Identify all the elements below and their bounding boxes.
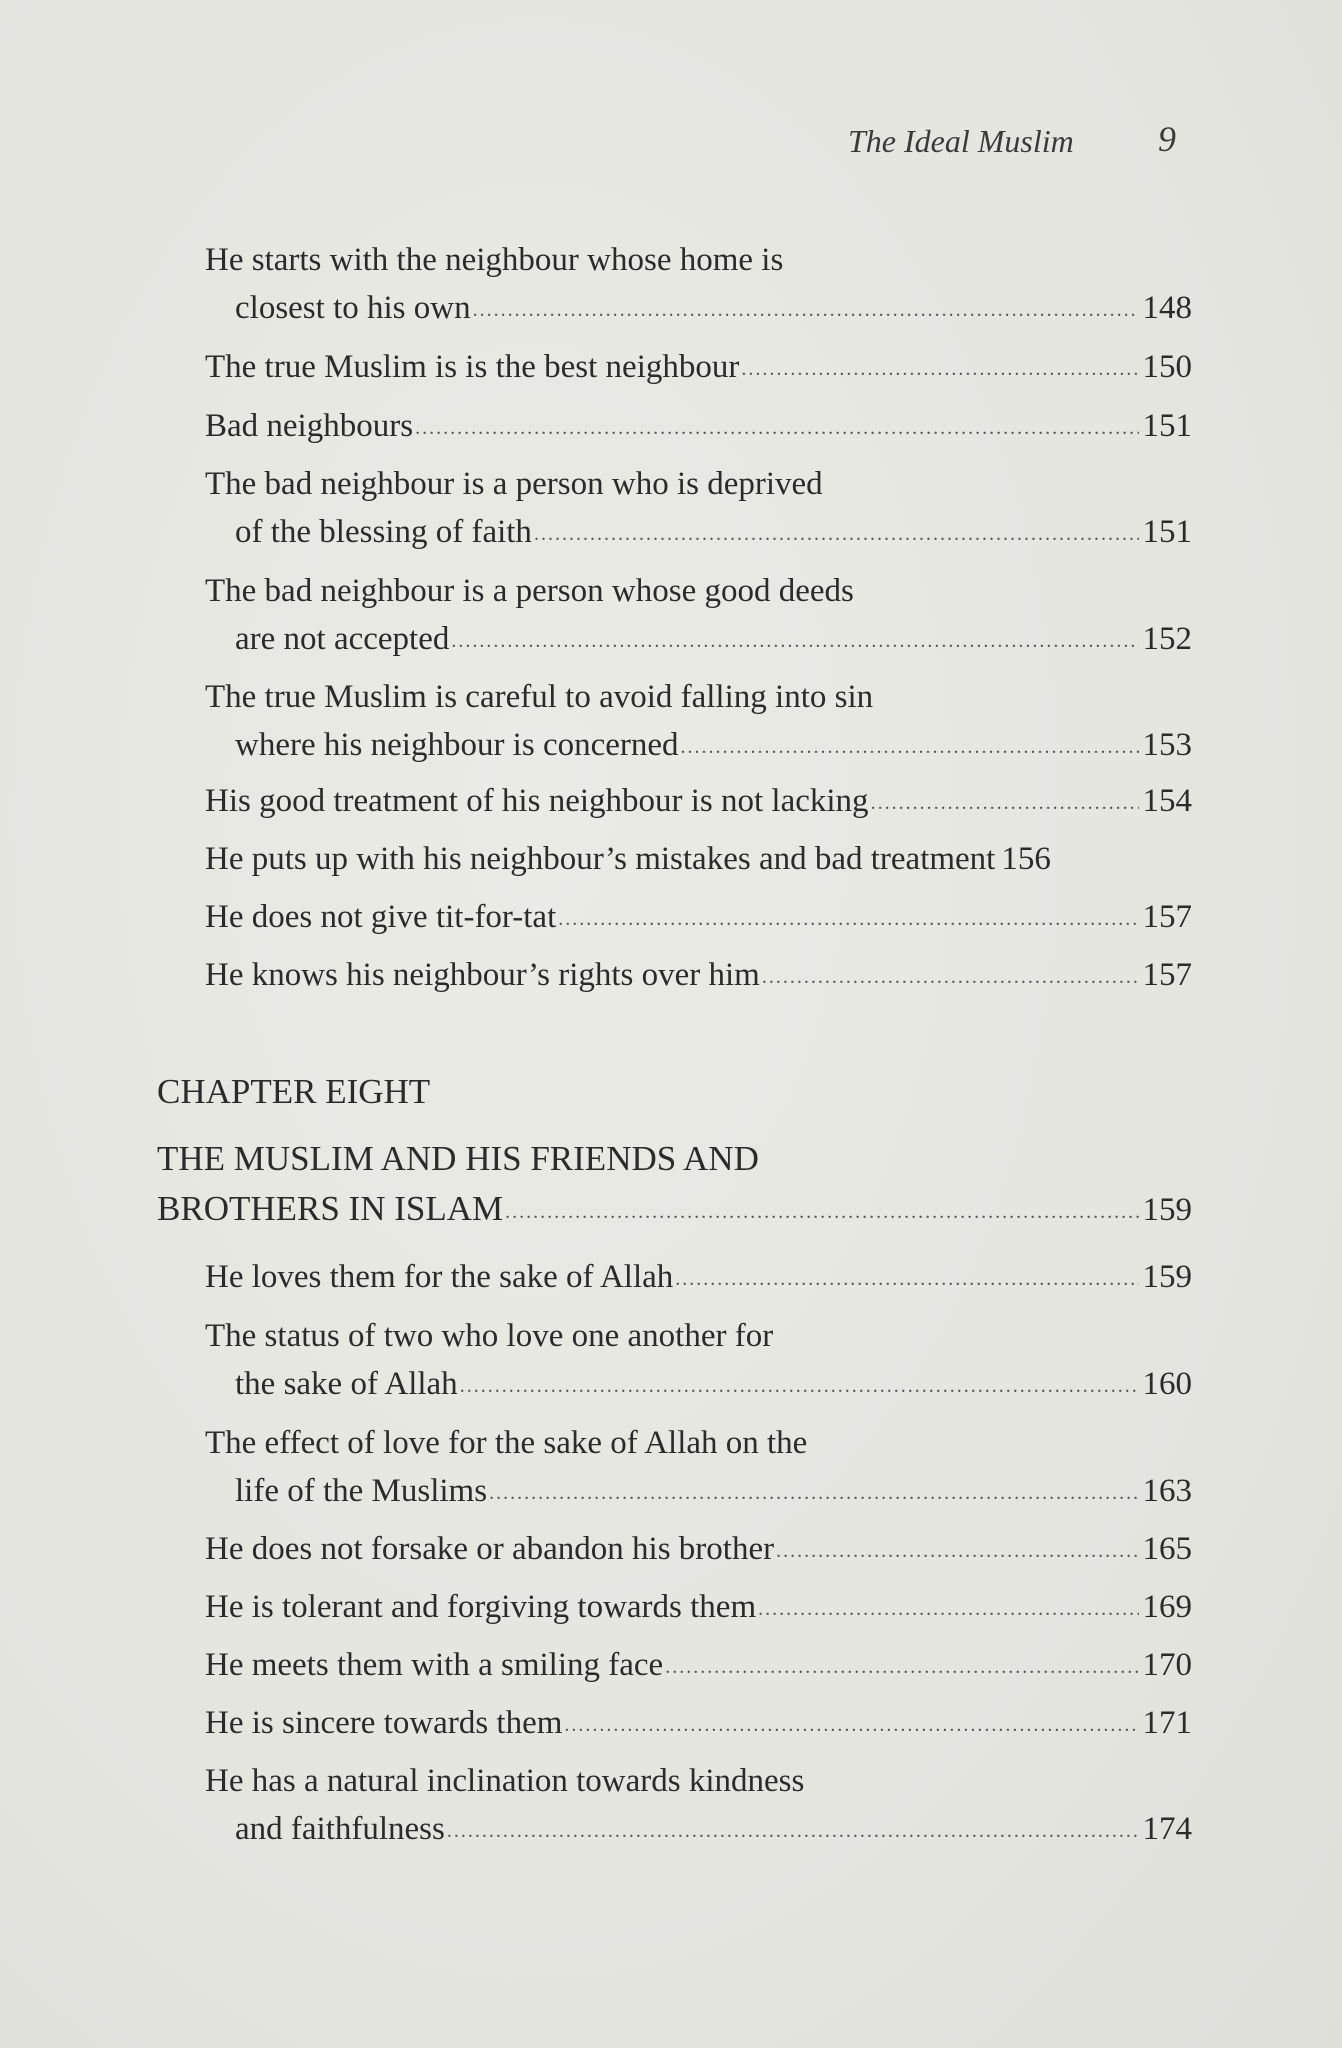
entry-page: 157 (1142, 899, 1192, 935)
entry-text: He knows his neighbour’s rights over him (205, 957, 760, 993)
entry-text: The true Muslim is is the best neighbour (205, 349, 740, 385)
toc-entry (205, 1525, 1192, 1573)
entry-page: 157 (1142, 957, 1192, 993)
toc-entry (205, 777, 1192, 825)
running-header (0, 118, 1342, 168)
entry-text: The status of two who love one another for (205, 1318, 774, 1354)
entry-text: life of the Muslims (235, 1473, 488, 1509)
toc-entry (205, 236, 1192, 332)
toc-entry (205, 343, 1192, 391)
dot-leader (558, 895, 1138, 943)
entry-text: are not accepted (235, 621, 450, 657)
entry-page: 153 (1142, 727, 1192, 763)
entry-page: 169 (1142, 1589, 1192, 1625)
running-title: The Ideal Muslim (848, 123, 1074, 159)
toc-entry (205, 893, 1192, 941)
entry-text: The bad neighbour is a person whose good deeds (205, 573, 854, 609)
entry-text: and faithfulness (235, 1811, 445, 1847)
entry-text: He does not give tit-for-tat (205, 899, 557, 935)
entry-text: The true Muslim is careful to avoid falling into sin (205, 679, 874, 715)
dot-leader (534, 510, 1139, 558)
toc-entry (205, 460, 1192, 556)
entry-page: 160 (1142, 1366, 1192, 1402)
dot-leader (473, 286, 1139, 334)
entry-page: 174 (1142, 1811, 1192, 1847)
entry-page: 156 (1001, 841, 1051, 877)
entry-page: 165 (1142, 1531, 1192, 1567)
entry-page: 154 (1142, 783, 1192, 819)
entry-page: 148 (1142, 290, 1192, 326)
chapter-page: 159 (1142, 1192, 1192, 1228)
dot-leader (762, 953, 1139, 1001)
entry-text: Bad neighbours (205, 408, 414, 444)
toc-entry (205, 1699, 1192, 1747)
chapter-heading (157, 1068, 1192, 1118)
entry-page: 150 (1142, 349, 1192, 385)
dot-leader (665, 1643, 1138, 1691)
dot-leader (776, 1527, 1138, 1575)
entry-text: He puts up with his neighbour’s mistakes and bad treatment (205, 841, 996, 877)
toc-entry (205, 1253, 1192, 1301)
dot-leader (564, 1701, 1138, 1749)
toc-entry (205, 567, 1192, 663)
entry-text: He does not forsake or abandon his brother (205, 1531, 775, 1567)
toc-entry (205, 835, 1192, 883)
toc-entry (205, 402, 1192, 450)
chapter-title-line1: THE MUSLIM AND HIS FRIENDS AND (157, 1139, 759, 1178)
entry-page: 171 (1142, 1705, 1192, 1741)
dot-leader (489, 1469, 1138, 1517)
entry-page: 163 (1142, 1473, 1192, 1509)
chapter-title-line2: BROTHERS IN ISLAM (157, 1189, 504, 1228)
dot-leader (758, 1585, 1138, 1633)
toc-entry (205, 1757, 1192, 1853)
entry-page: 152 (1142, 621, 1192, 657)
entry-page: 170 (1142, 1647, 1192, 1683)
dot-leader (675, 1255, 1138, 1303)
chapter-title (157, 1135, 1192, 1235)
entry-text: He is tolerant and forgiving towards them (205, 1589, 757, 1625)
entry-page: 151 (1142, 408, 1192, 444)
entry-text: the sake of Allah (235, 1366, 458, 1402)
toc-entry (205, 1641, 1192, 1689)
entry-text: He has a natural inclination towards kindness (205, 1763, 805, 1799)
entry-page: 151 (1142, 514, 1192, 550)
dot-leader (741, 345, 1138, 393)
entry-text: He loves them for the sake of Allah (205, 1259, 674, 1295)
dot-leader (460, 1362, 1139, 1410)
dot-leader (415, 404, 1138, 452)
dot-leader (871, 779, 1139, 827)
toc-entry (205, 1583, 1192, 1631)
entry-page: 159 (1142, 1259, 1192, 1295)
entry-text: His good treatment of his neighbour is not lacking (205, 783, 869, 819)
entry-text: He starts with the neighbour whose home is (205, 242, 784, 278)
toc-entry (205, 1312, 1192, 1408)
entry-text: The effect of love for the sake of Allah on the (205, 1425, 808, 1461)
entry-text: He meets them with a smiling face (205, 1647, 664, 1683)
dot-leader (505, 1188, 1138, 1236)
entry-text: of the blessing of faith (235, 514, 532, 550)
toc-entry (205, 951, 1192, 999)
entry-text: He is sincere towards them (205, 1705, 563, 1741)
toc-entry (205, 673, 1192, 769)
dot-leader (447, 1807, 1139, 1855)
entry-text: where his neighbour is concerned (235, 727, 679, 763)
dot-leader (451, 617, 1138, 665)
toc-entry (205, 1419, 1192, 1515)
entry-text: The bad neighbour is a person who is deprived (205, 466, 823, 502)
dot-leader (681, 723, 1139, 771)
chapter-label: CHAPTER EIGHT (157, 1072, 431, 1111)
page-number: 9 (1158, 119, 1176, 159)
entry-text: closest to his own (235, 290, 471, 326)
